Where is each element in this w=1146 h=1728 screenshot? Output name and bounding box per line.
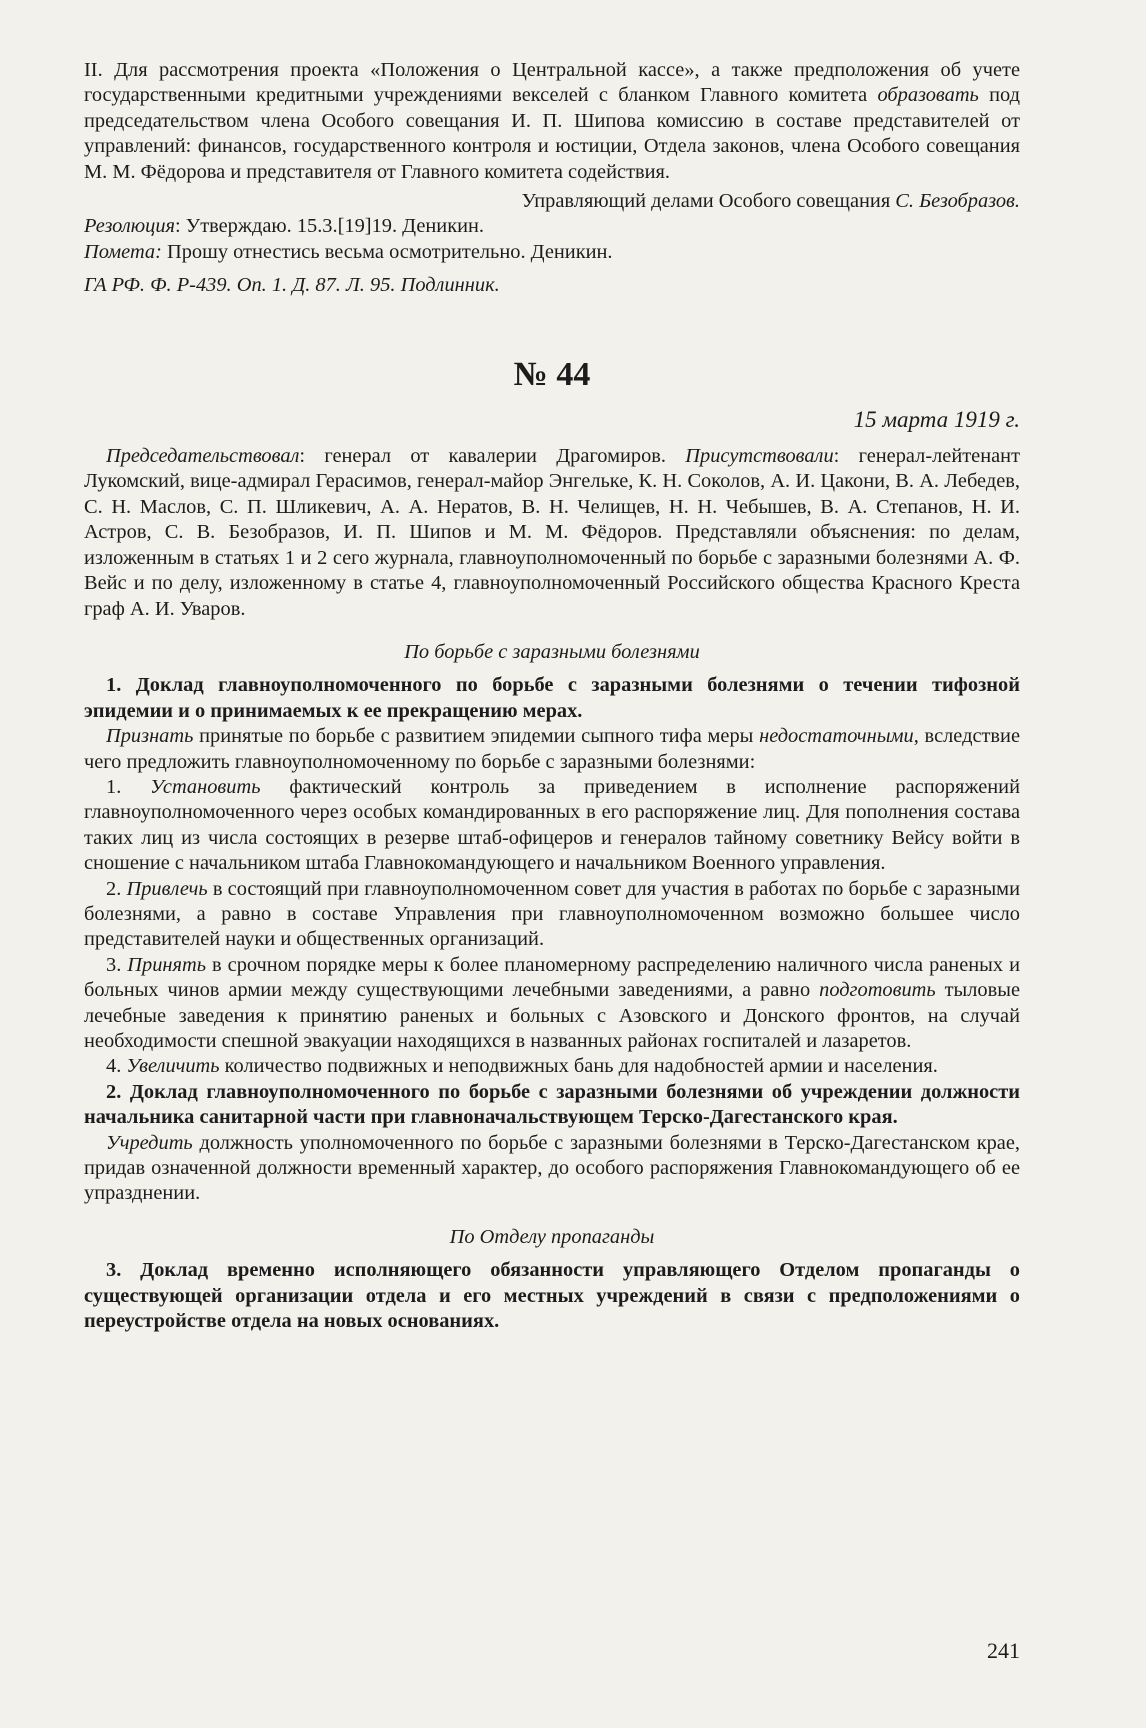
top-paragraph-text-end: под председательством члена Особого совещания И. П. Шипова комиссию в составе представителей от управлений: финансов, государственного контроля и юстиции, Отдела законов, члена Особого совещания М. М. Фёдорова и представителя от Главного комитета содействия. (84, 84, 1020, 183)
point-text: в срочном порядке меры к более планомерному распределению наличного числа раненых и больных чинов армии между существующими лечебными заведениями, а равно (84, 953, 1020, 1002)
point-number: 3. (106, 953, 128, 976)
point-text-2: тыловые лечебные заведения к принятию раненых и больных с Азовского и Донского фронтов, на случай необходимости спешной эвакуации находящихся в названных районах госпиталей и лазаретов. (84, 979, 1020, 1052)
archive-reference: ГА РФ. Ф. Р-439. Оп. 1. Д. 87. Л. 95. Подлинник. (84, 274, 500, 297)
item-2-verb: Учредить (106, 1131, 193, 1154)
note-label: Помета: (84, 240, 162, 263)
item-1-heading: 1. Доклад главноуполномоченного по борьбе с заразными болезнями о течении тифозной эпидемии и о принимаемых к ее прекращению мерах. (84, 674, 1020, 722)
present-label: Присутствовали (685, 445, 834, 468)
item-2-heading: 2. Доклад главноуполномоченного по борьбе с заразными болезнями об учреждении должности начальника санитарной части при главноначальствующем Терско-Дагестанского края. (84, 1080, 1020, 1129)
item-1-point-4 (84, 1054, 1020, 1079)
item-1-intro-end: , вследствие чего предложить главноуполномоченному по борьбе с заразными болезнями: (84, 725, 1020, 773)
top-paragraph (84, 58, 1020, 185)
section-title-diseases: По борьбе с заразными болезнями (404, 640, 700, 663)
item-1-intro-italic: недостаточными (759, 725, 914, 748)
present-text: : генерал-лейтенант Лукомский, вице-адмирал Герасимов, генерал-майор Энгельке, К. Н. Соколов, А. И. Цакони, В. А. Лебедев, С. Н. Маслов, С. П. Шликевич, А. А. Нератов, В. Н. Челищев, Н. Н. Чебышев, В. А. Степанов, Н. И. Астров, С. В. Безобразов, И. П. Шипов и М. М. Фёдоров. Представляли объяснения: по делам, изложенным в статьях 1 и 2 сего журнала, главноуполномоченный по борьбе с заразными болезнями А. Ф. Вейс и по делу, изложенному в статье 4, главноуполномоченный Российского общества Красного Креста граф А. И. Уваров. (84, 445, 1020, 620)
item-1-intro-text: принятые по борьбе с развитием эпидемии сыпного тифа меры (193, 725, 760, 748)
document-number: № 44 (513, 355, 591, 393)
item-1-point-1 (84, 775, 1020, 877)
section-title-propaganda: По Отделу пропаганды (449, 1225, 655, 1248)
top-paragraph-text: II. Для рассмотрения проекта «Положения о Центральной кассе», а также предположения об учете государственными кредитными учреждениями векселей с бланком Главного комитета (84, 59, 1020, 107)
point-verb: Привлечь (126, 877, 208, 900)
document-date: 15 марта 1919 г. (853, 406, 1020, 432)
attendance-paragraph (84, 444, 1020, 622)
point-text: количество подвижных и неподвижных бань для надобностей армии и населения. (219, 1055, 938, 1078)
note-line (84, 240, 1020, 265)
item-3-heading: 3. Доклад временно исполняющего обязанности управляющего Отделом пропаганды о существующей организации отдела и его местных учреждений в связи с предположениями о переустройстве отдела на новых основаниях. (84, 1259, 1020, 1333)
note-text: Прошу отнестись весьма осмотрительно. Деникин. (161, 240, 613, 263)
signer-name: С. Безобразов. (895, 190, 1020, 213)
point-verb: Установить (150, 775, 261, 798)
signer-title: Управляющий делами Особого совещания (521, 190, 896, 213)
item-1-point-3 (84, 953, 1020, 1055)
point-number: 2. (106, 877, 127, 900)
item-1-point-2 (84, 877, 1020, 953)
point-text: в состоящий при главноуполномоченном совет для участия в работах по борьбе с заразными болезнями, а равно в составе Управления при главноуполномоченном возможно большее число представителей науки и общественных организаций. (84, 877, 1021, 951)
item-2-decision (84, 1131, 1020, 1207)
point-text: фактический контроль за приведением в исполнение распоряжений главноуполномоченного через особых командированных в его распоряжение лиц. Для пополнения состава таких лиц из числа состоящих в резерве штаб-офицеров и генералов тайному советнику Вейсу войти в сношение с начальником штаба Главнокомандующего и начальником Военного управления. (84, 775, 1020, 875)
signer-line (84, 189, 1020, 214)
point-number: 1. (106, 775, 151, 798)
resolution-text: : Утверждаю. 15.3.[19]19. Деникин. (175, 215, 485, 238)
point-verb: Принять (127, 953, 207, 976)
item-2-text: должность уполномоченного по борьбе с заразными болезнями в Терско-Дагестанском крае, придав означенной должности временный характер, до особого распоряжения Главнокомандующего об ее упразднении. (84, 1131, 1020, 1205)
point-number: 4. (106, 1055, 127, 1078)
page-number: 241 (987, 1638, 1020, 1663)
chaired-label: Председательствовал (106, 445, 300, 468)
point-verb: Увеличить (126, 1055, 220, 1078)
resolution-line (84, 214, 1020, 239)
point-verb-2: подготовить (819, 979, 936, 1002)
chaired-text: : генерал от кавалерии Драгомиров. (299, 445, 686, 468)
resolution-label: Резолюция (84, 215, 176, 238)
top-paragraph-italic: образовать (877, 84, 979, 107)
item-1-intro (84, 724, 1020, 775)
item-1-intro-verb: Признать (106, 725, 194, 748)
